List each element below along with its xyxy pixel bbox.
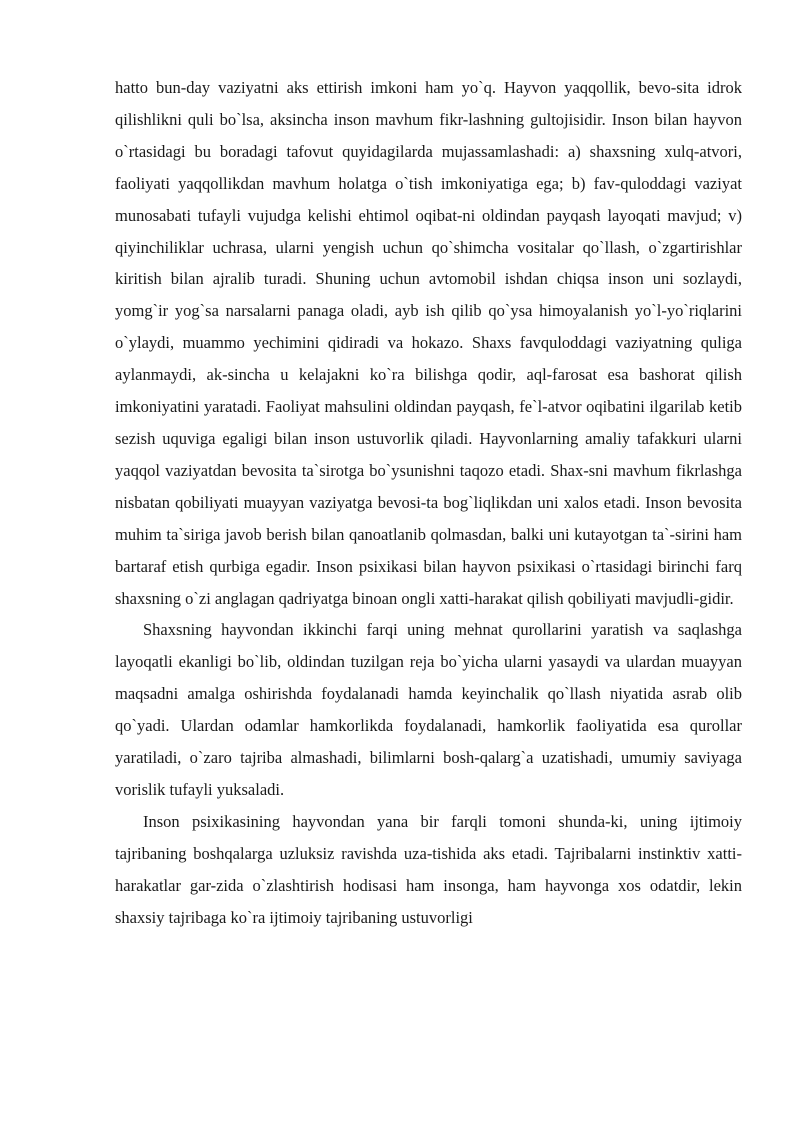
paragraph-1: hatto bun-day vaziyatni aks ettirish imkoni ham yo`q. Hayvon yaqqollik, bevo-sita idrok qilishlikni quli bo`lsa, aksincha inson mavhum fikr-lashning gultojisidir. Inson bilan hayvon o`rtasidagi bu boradagi tafovut quyidagilarda mujassamlashadi: a) shaxsning xulq-atvori, faoliyati yaqqollikdan mavhum holatga o`tish imkoniyatiga ega; b) fav-quloddagi vaziyat munosabati tufayli vujudga kelishi ehtimol oqibat-ni oldindan payqash layoqati mavjud; v) qiyinchiliklar uchrasa, ularni yengish uchun qo`shimcha vositalar qo`llash, o`zgartirishlar kiritish bilan ajralib turadi. Shuning uchun avtomobil ishdan chiqsa inson uni sozlaydi, yomg`ir yog`sa narsalarni panaga oladi, ayb ish qilib qo`ysa himoyalanish yo`l-yo`riqlarini o`ylaydi, muammo yechimini qidiradi va hokazo. Shaxs favquloddagi vaziyatning quliga aylanmaydi, ak-sincha u kelajakni ko`ra bilishga qodir, aql-farosat esa bashorat qilish imkoniyatini yaratadi. Faoliyat mahsulini oldindan payqash, fe`l-atvor oqibatini ilgarilab ketib sezish uquviga egaligi bilan inson ustuvorlik qiladi. Hayvonlarning amaliy tafakkuri ularni yaqqol vaziyatdan bevosita ta`sirotga bo`ysunishni taqozo etadi. Shax-sni mavhum fikrlashga nisbatan qobiliyati muayyan vaziyatga bevosi-ta bog`liqlikdan uni xalos etadi. Inson bevosita muhim ta`siriga javob berish bilan qanoatlanib qolmasdan, balki uni kutayotgan ta`-sirini ham bartaraf etish qurbiga egadir. Inson psixikasi bilan hayvon psixikasi o`rtasidagi birinchi farq shaxsning o`zi anglagan qadriyatga binoan ongli xatti-harakat qilish qobiliyati mavjudli-gidir.	[115, 78, 742, 608]
paragraph-3: Inson psixikasining hayvondan yana bir farqli tomoni shunda-ki, uning ijtimoiy tajribaning boshqalarga uzluksiz ravishda uza-tishida aks etadi. Tajribalarni instinktiv xatti-harakatlar gar-zida o`zlashtirish hodisasi ham insonga, ham hayvonga xos odatdir, lekin shaxsiy tajribaga ko`ra ijtimoiy tajribaning ustuvorligi	[115, 811, 742, 927]
document-page	[115, 72, 742, 933]
paragraph-2: Shaxsning hayvondan ikkinchi farqi uning mehnat qurollarini yaratish va saqlashga layoqatli ekanligi bo`lib, oldindan tuzilgan reja bo`yicha ularni yasaydi va ulardan muayyan maqsadni amalga oshirishda foydalanadi hamda keyinchalik qo`llash niyatida asrab olib qo`yadi. Ulardan odamlar hamkorlikda foydalanadi, hamkorlik faoliyatida esa qurollar yaratiladi, o`zaro tajriba almashadi, bilimlarni bosh-qalarg`a uzatishadi, umumiy saviyaga vorislik tufayli yuksaladi.	[115, 620, 742, 799]
